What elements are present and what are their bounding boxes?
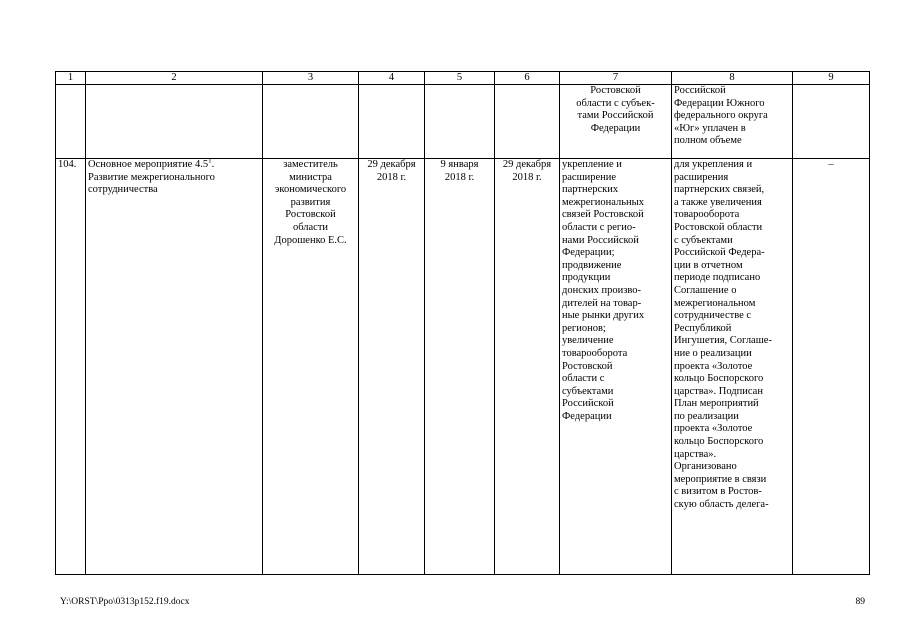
actual-result: для укрепления и расширения партнерских связей, а также увеличения товарооборота Ростовской области с субъектами Российской Федера- ции в отчетном периоде подписано Соглашение о межрегиональном сотрудничестве с Республикой Ингушетия, Соглаше- ние о реализации проекта «Золотое кольцо Боспорского царства». Подписан План мероприятий по реализации проекта «Золотое кольцо Боспорского царства». Организовано мероприятие в связи с визитом в Ростов- скую область делега-: [672, 159, 793, 575]
cont-cell-4: [359, 85, 425, 159]
expected-result: укрепление и расширение партнерских межрегиональных связей Ростовской области с регио- нами Российской Федерации; продвижение продукции донских произво- дителей на товар- ные рынки других регионов; увеличение товарооборота Ростовской области с субъектами Российской Федерации: [560, 159, 672, 575]
header-col-7: 7: [560, 72, 672, 85]
cont-cell-6: [495, 85, 560, 159]
deviation-reasons: –: [793, 159, 870, 575]
header-row: [56, 72, 870, 85]
footer-file-path: Y:\ORST\Ppo\0313p152.f19.docx: [60, 597, 190, 607]
header-col-4: 4: [359, 72, 425, 85]
header-col-6: 6: [495, 72, 560, 85]
cont-cell-5: [425, 85, 495, 159]
header-col-3: 3: [263, 72, 359, 85]
cont-cell-3: [263, 85, 359, 159]
report-table: [55, 71, 870, 575]
row-number: 104.: [56, 159, 86, 575]
header-col-1: 1: [56, 72, 86, 85]
measure-description: . Развитие межрегионального сотрудничества: [88, 159, 215, 196]
measure-cell: [86, 159, 263, 575]
plan-end-date: 29 декабря 2018 г.: [495, 159, 560, 575]
measure-title: Основное мероприятие 4.5: [88, 159, 209, 170]
actual-start-date: 9 января 2018 г.: [425, 159, 495, 575]
cont-actual-result: Российской Федерации Южного федерального округа «Юг» уплачен в полном объеме: [672, 85, 793, 159]
table-row: [56, 159, 870, 575]
page-number: 89: [855, 597, 865, 607]
plan-start-date: 29 декабря 2018 г.: [359, 159, 425, 575]
cont-cell-2: [86, 85, 263, 159]
responsible-executor: заместитель министра экономического развития Ростовской области Дорошенко Е.С.: [263, 159, 359, 575]
continuation-row: [56, 85, 870, 159]
cont-expected-result: Ростовской области с субъек- тами Российской Федерации: [560, 85, 672, 159]
measure-footnote-mark: 1: [208, 158, 212, 165]
header-col-8: 8: [672, 72, 793, 85]
header-col-9: 9: [793, 72, 870, 85]
cont-cell-9: [793, 85, 870, 159]
cont-cell-1: [56, 85, 86, 159]
header-col-2: 2: [86, 72, 263, 85]
header-col-5: 5: [425, 72, 495, 85]
